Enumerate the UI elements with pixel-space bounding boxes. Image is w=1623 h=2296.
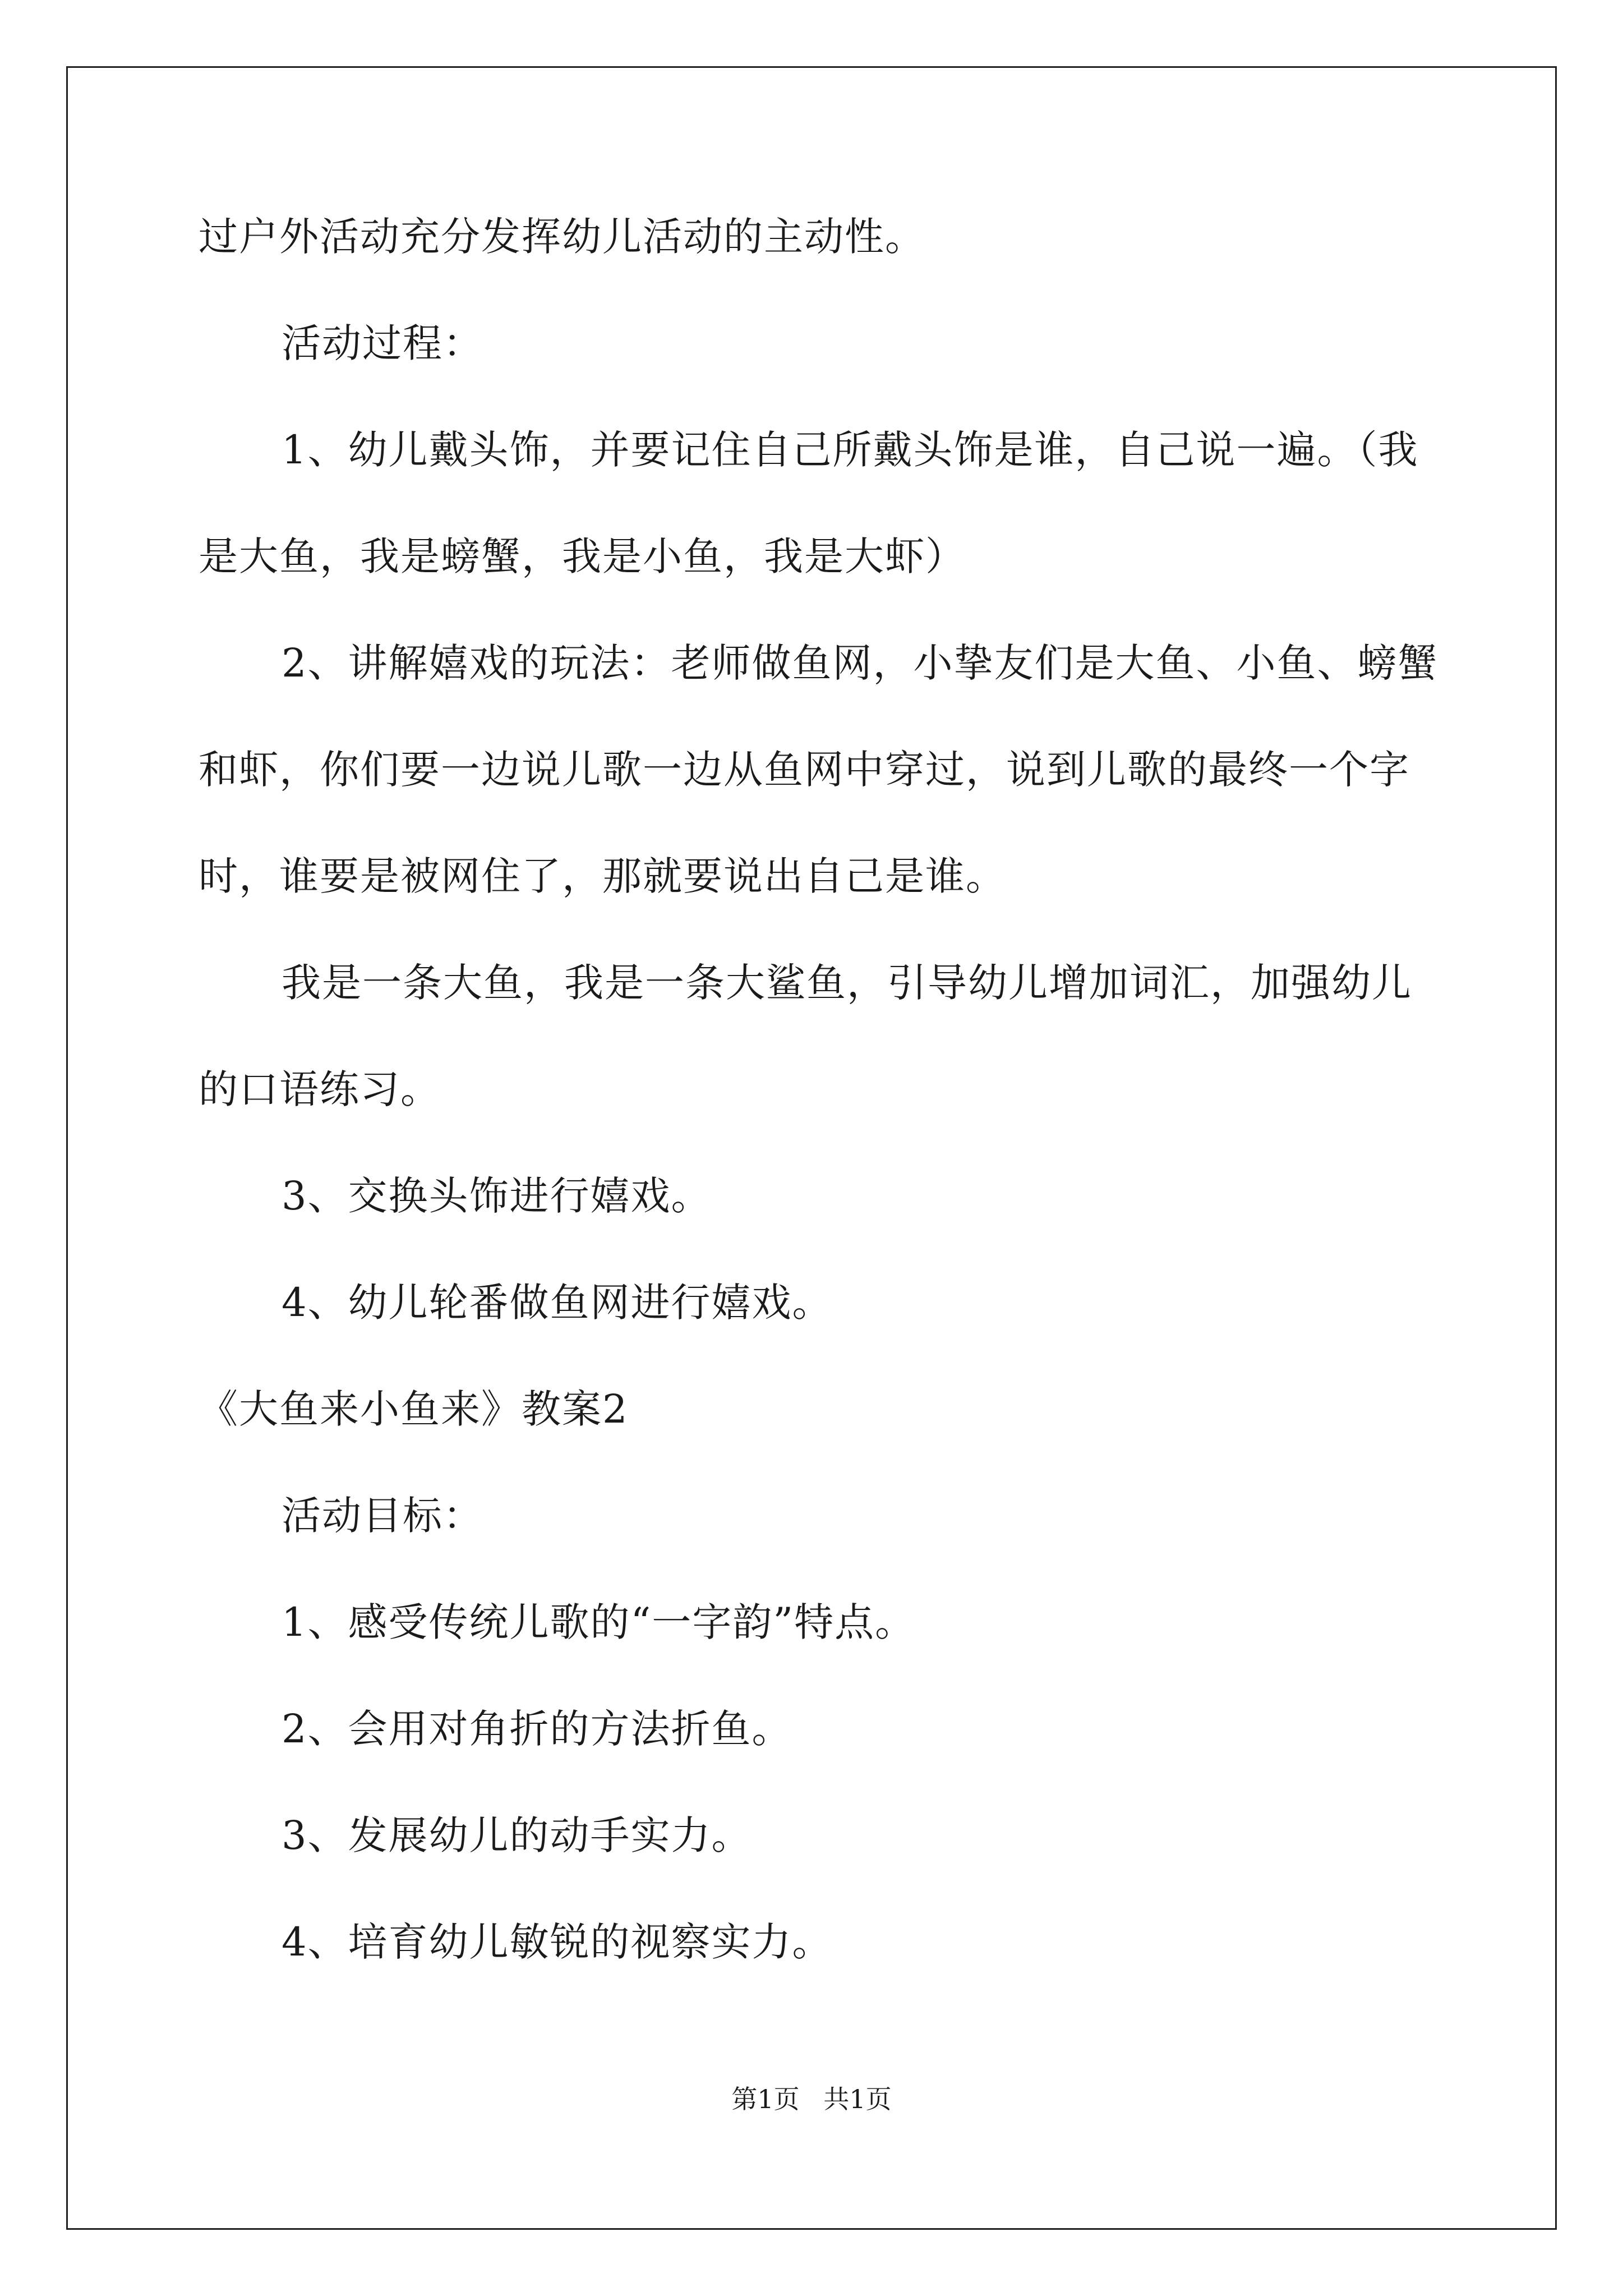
text-line: 和虾，你们要一边说儿歌一边从鱼网中穿过，说到儿歌的最终一个字	[199, 747, 1410, 793]
section-heading: 活动目标：	[282, 1493, 483, 1539]
text-line: 1、幼儿戴头饰，并要记住自己所戴头饰是谁，自己说一遍。（我	[282, 427, 1419, 473]
text-line: 过户外活动充分发挥幼儿活动的主动性。	[199, 214, 925, 260]
text-line: 4、培育幼儿敏锐的视察实力。	[282, 1919, 833, 1965]
text-line: 4、幼儿轮番做鱼网进行嬉戏。	[282, 1280, 833, 1326]
text-line: 我是一条大鱼，我是一条大鲨鱼，引导幼儿增加词汇，加强幼儿	[282, 960, 1412, 1006]
page-border	[66, 66, 1557, 2230]
page-footer	[0, 2082, 1623, 2116]
section-heading: 活动过程：	[282, 320, 483, 366]
text-line: 2、会用对角折的方法折鱼。	[282, 1706, 792, 1752]
page-number-current: 第1页	[731, 2084, 800, 2114]
text-line: 1、感受传统儿歌的“一字韵”特点。	[282, 1599, 916, 1645]
text-line: 3、发展幼儿的动手实力。	[282, 1812, 752, 1858]
page-number-total: 共1页	[823, 2084, 892, 2114]
text-line: 3、交换头饰进行嬉戏。	[282, 1173, 712, 1219]
text-line: 的口语练习。	[199, 1066, 441, 1112]
text-line: 时，谁要是被网住了，那就要说出自己是谁。	[199, 853, 1006, 899]
document-title: 《大鱼来小鱼来》教案2	[199, 1386, 629, 1432]
text-line: 2、讲解嬉戏的玩法：老师做鱼网，小挚友们是大鱼、小鱼、螃蟹	[282, 640, 1438, 686]
text-line: 是大鱼，我是螃蟹，我是小鱼，我是大虾）	[199, 533, 966, 579]
